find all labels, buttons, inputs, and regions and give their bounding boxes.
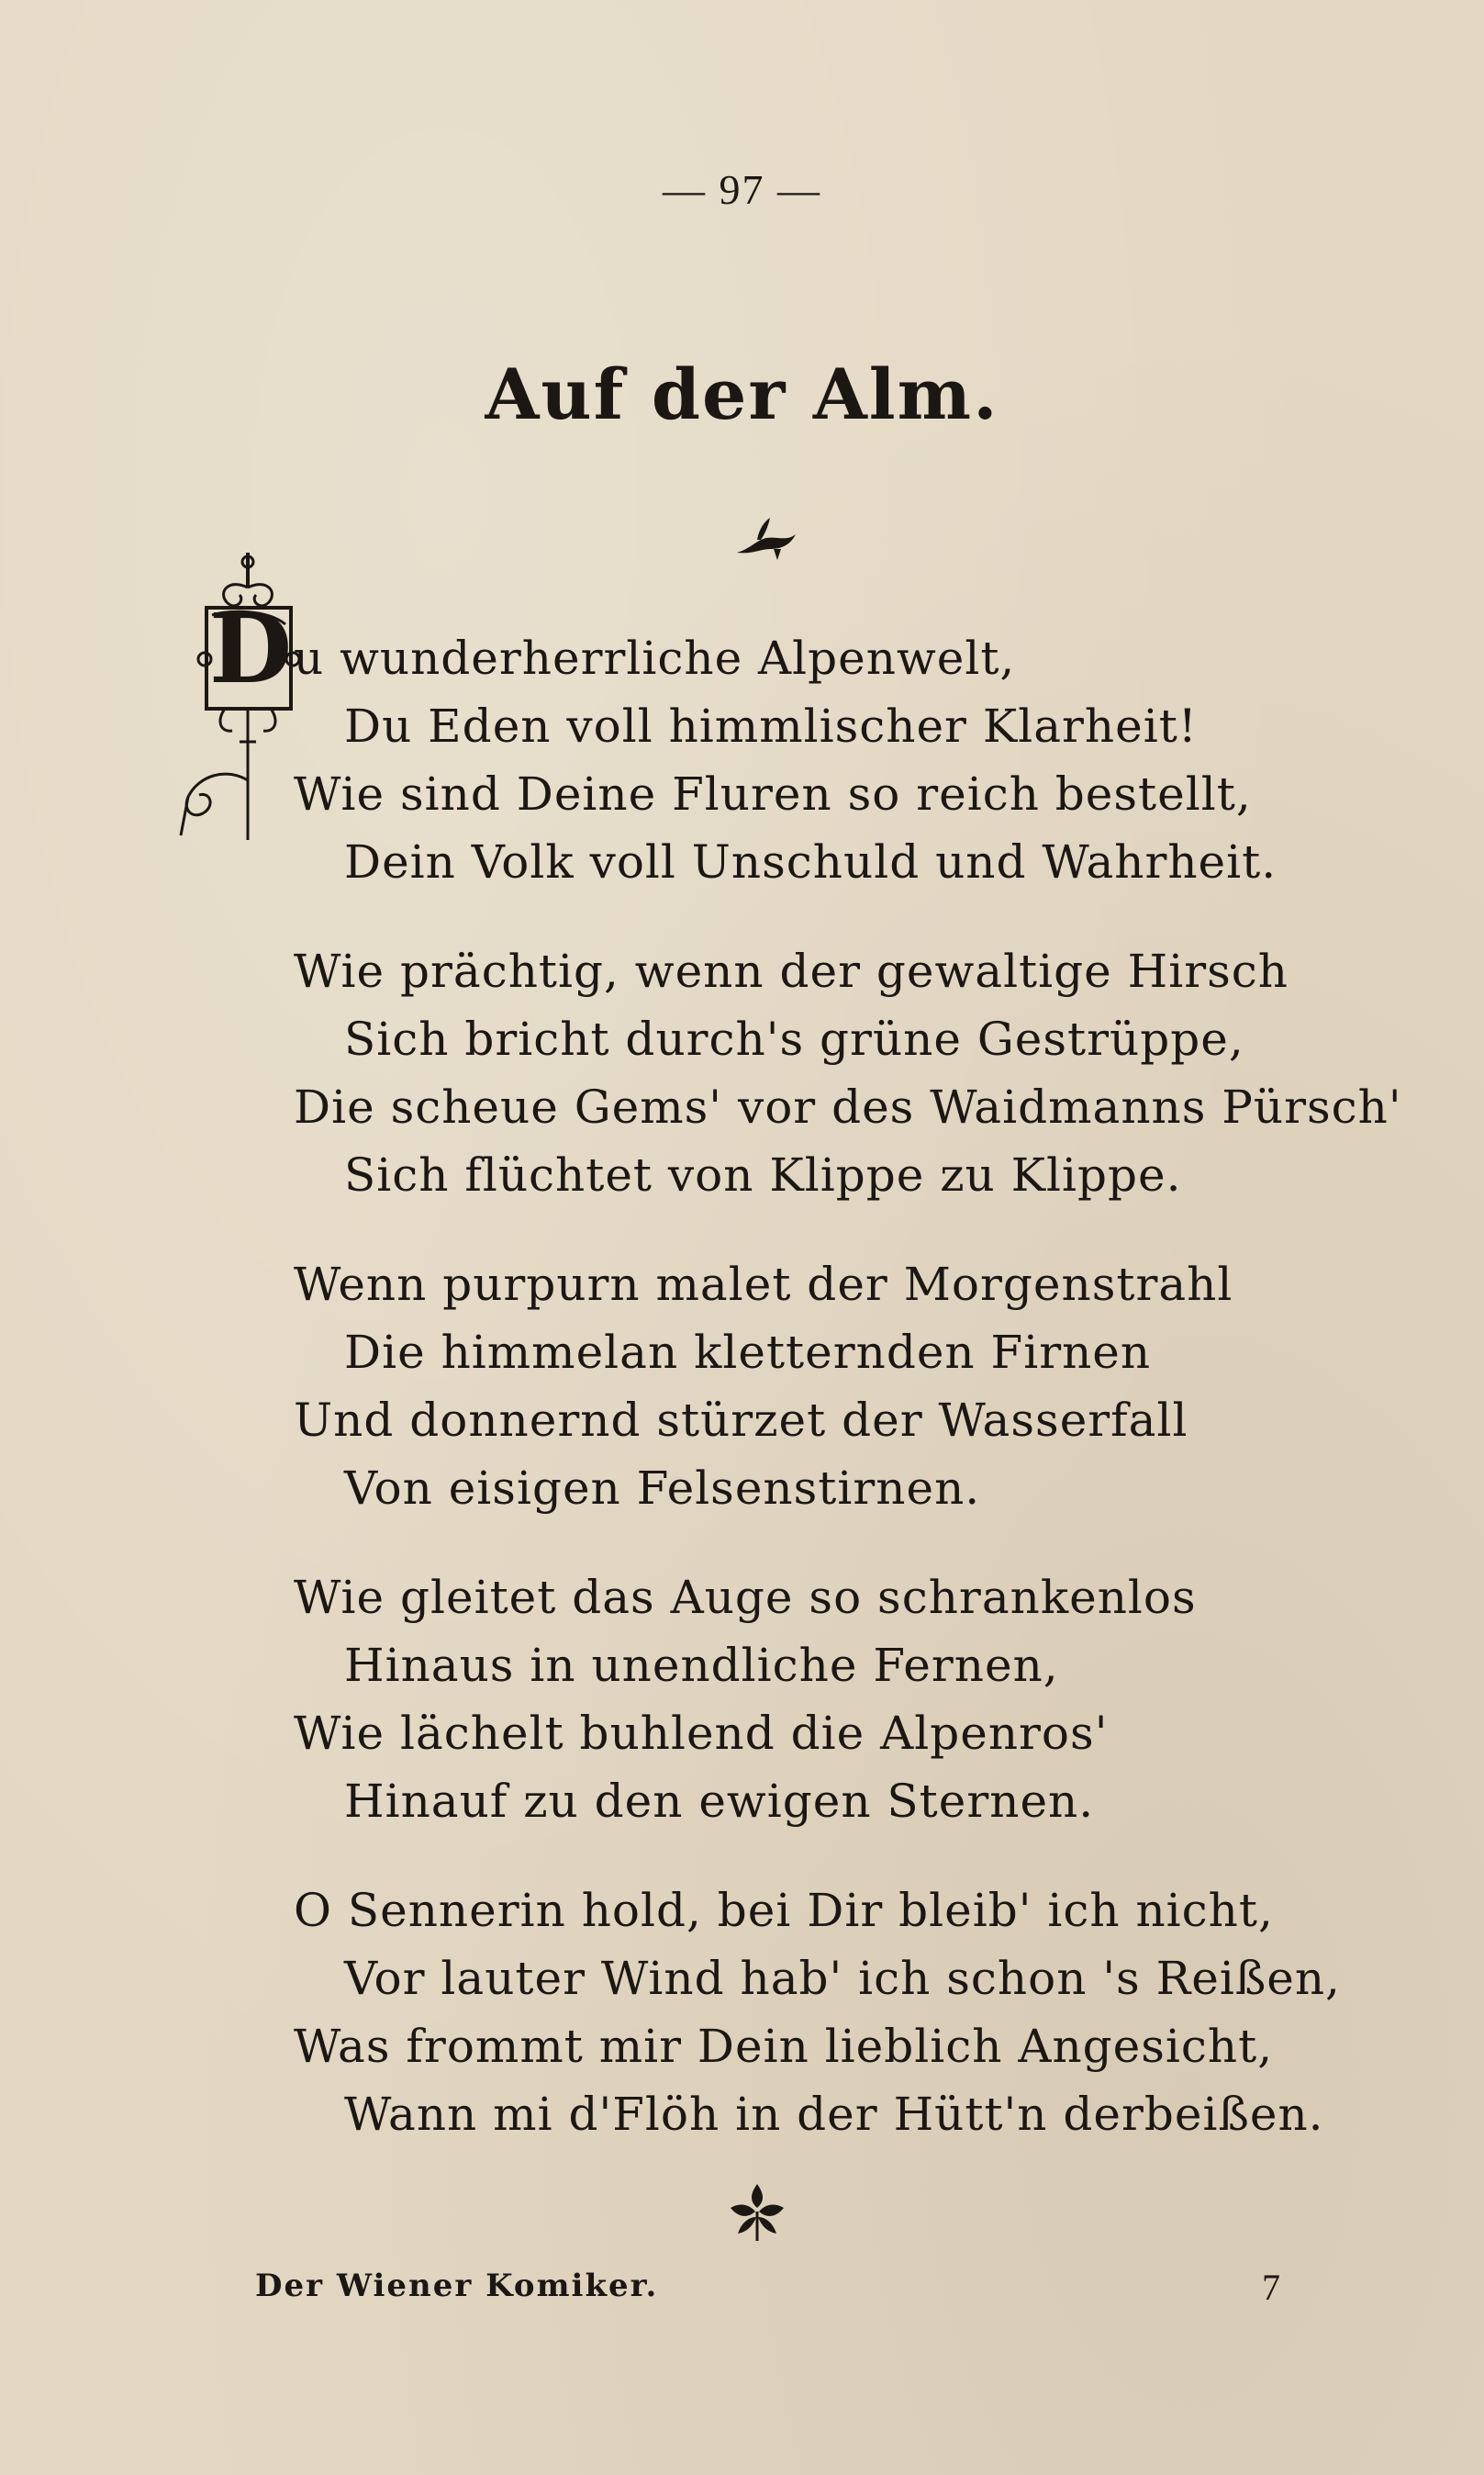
poem-line: Vor lauter Wind hab' ich schon 's Reißen, [344, 1952, 1341, 2005]
poem-line: Wie prächtig, wenn der gewaltige Hirsch [294, 945, 1289, 998]
stanza-1 [294, 624, 1349, 896]
poem-line: Die himmelan kletternden Firnen [344, 1326, 1152, 1379]
stanza-5 [294, 1876, 1349, 2148]
poem-line: Wann mi d'Flöh in der Hütt'n derbeißen. [344, 2088, 1324, 2141]
poem-line: Und donnernd stürzet der Wasserfall [294, 1394, 1188, 1447]
poem-line: Was frommt mir Dein lieblich Angesicht, [294, 2020, 1274, 2073]
poem-line: Wie sind Deine Fluren so reich bestellt, [294, 767, 1252, 821]
poem-line: u wunderherrliche Alpenwelt, [294, 632, 1016, 685]
poem-line: Wie gleitet das Auge so schrankenlos [294, 1571, 1197, 1624]
stanza-4 [294, 1563, 1349, 1835]
stanza-3 [294, 1250, 1349, 1522]
signature-mark: 7 [1262, 2267, 1280, 2308]
poem-line: Hinauf zu den ewigen Sternen. [344, 1775, 1095, 1828]
drop-cap-letter: D [209, 592, 293, 705]
page-number: — 97 — [663, 166, 821, 213]
book-title-footer: Der Wiener Komiker. [255, 2268, 659, 2304]
poem-line: O Sennerin hold, bei Dir bleib' ich nicht, [294, 1884, 1274, 1937]
floral-ornament-icon [725, 2180, 789, 2245]
poem-line: Wie lächelt buhlend die Alpenros' [294, 1707, 1109, 1760]
stanza-2 [294, 937, 1402, 1209]
poem-line: Sich bricht durch's grüne Gestrüppe, [344, 1013, 1244, 1066]
poem-line: Hinaus in unendliche Fernen, [344, 1639, 1059, 1692]
poem-line: Von eisigen Felsenstirnen. [344, 1461, 981, 1515]
poem-line: Sich flüchtet von Klippe zu Klippe. [344, 1148, 1182, 1202]
poem-line: Wenn purpurn malet der Morgenstrahl [294, 1258, 1233, 1311]
poem-body [294, 624, 1402, 2148]
poem-line: Die scheue Gems' vor des Waidmanns Pürsch' [294, 1081, 1402, 1134]
leaf-flourish-icon [730, 512, 803, 567]
poem-line: Dein Volk voll Unschuld und Wahrheit. [344, 835, 1278, 889]
poem-line: Du Eden voll himmlischer Klarheit! [344, 700, 1198, 753]
poem-title: Auf der Alm. [485, 353, 999, 435]
